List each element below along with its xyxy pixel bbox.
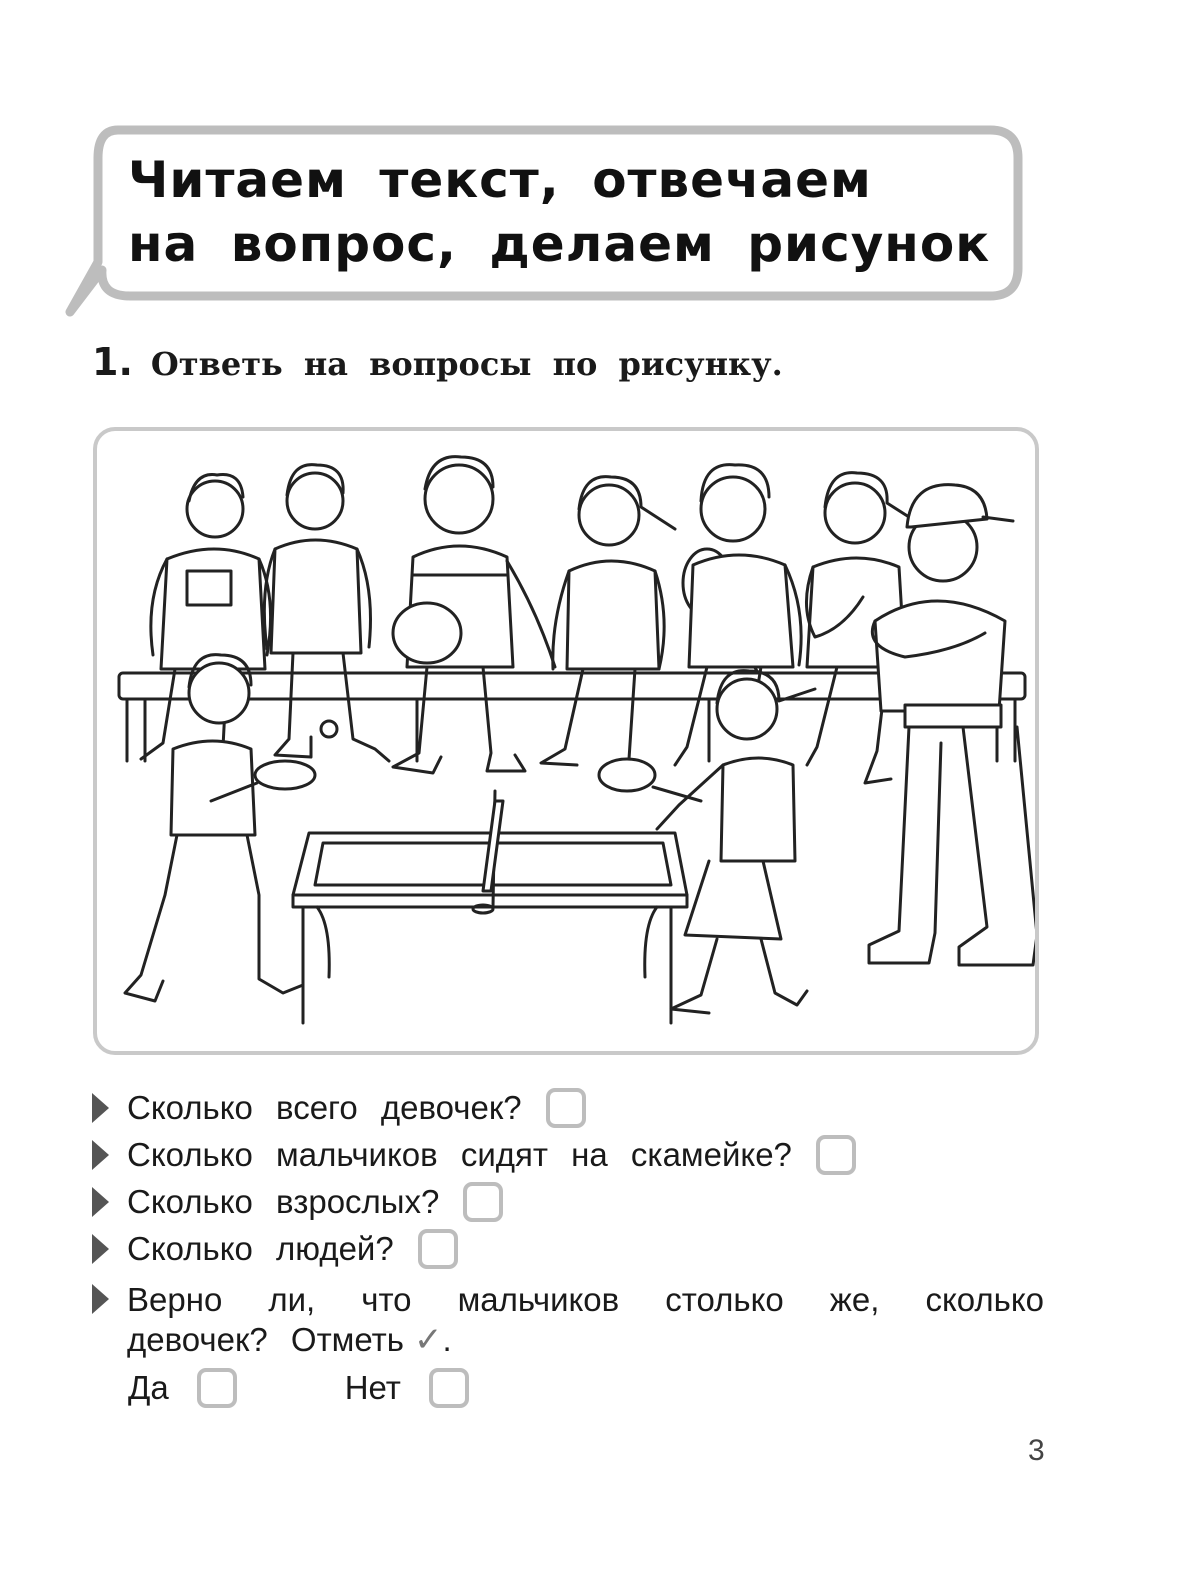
- task-heading: [92, 340, 783, 384]
- answer-box-people[interactable]: [418, 1229, 458, 1269]
- task-instruction: Ответь на вопросы по рисунку.: [150, 345, 783, 383]
- question-line-2: девочек? Отметь ✓.: [127, 1321, 452, 1359]
- question-item: [92, 1178, 1052, 1225]
- bullet-arrow-icon: [92, 1234, 109, 1264]
- question-text: Сколько мальчиков сидят на скамейке?: [127, 1135, 792, 1173]
- answer-box-adults[interactable]: [463, 1182, 503, 1222]
- tennis-table-icon: [293, 791, 687, 1023]
- bullet-arrow-icon: [92, 1284, 109, 1314]
- checkmark-icon: ✓: [413, 1321, 443, 1359]
- question-text: Сколько всего девочек?: [127, 1088, 522, 1126]
- yes-no-answers: [128, 1368, 469, 1408]
- questions-list: [92, 1084, 1052, 1360]
- answer-yes-label: Да: [128, 1369, 169, 1406]
- question-item: [92, 1225, 1052, 1272]
- boy-player-icon: [125, 655, 337, 1001]
- sports-hall-illustration-icon: [97, 431, 1035, 1051]
- answer-box-boys-bench[interactable]: [816, 1135, 856, 1175]
- question-item: [92, 1131, 1052, 1178]
- answer-no-label: Нет: [344, 1369, 401, 1406]
- question-item: [92, 1084, 1052, 1131]
- question-text: Сколько людей?: [127, 1229, 394, 1267]
- task-number: 1.: [92, 340, 133, 384]
- question-text: Сколько взрослых?: [127, 1182, 440, 1220]
- illustration-frame: [93, 427, 1039, 1055]
- answer-yes-checkbox[interactable]: [197, 1368, 237, 1408]
- bullet-arrow-icon: [92, 1187, 109, 1217]
- question-item-true-false: [92, 1280, 1044, 1360]
- answer-no-checkbox[interactable]: [429, 1368, 469, 1408]
- answer-box-girls[interactable]: [546, 1088, 586, 1128]
- coach-icon: [869, 485, 1035, 965]
- seated-child-2-icon: [264, 465, 389, 761]
- page-title: [128, 148, 1008, 276]
- bullet-arrow-icon: [92, 1093, 109, 1123]
- question-line-1: Верно ли, что мальчиков столько же, сколько: [127, 1281, 1044, 1318]
- title-line-2: на вопрос, делаем рисунок: [128, 215, 991, 273]
- page-number: 3: [1028, 1434, 1045, 1467]
- title-line-1: Читаем текст, отвечаем: [128, 151, 872, 209]
- bullet-arrow-icon: [92, 1140, 109, 1170]
